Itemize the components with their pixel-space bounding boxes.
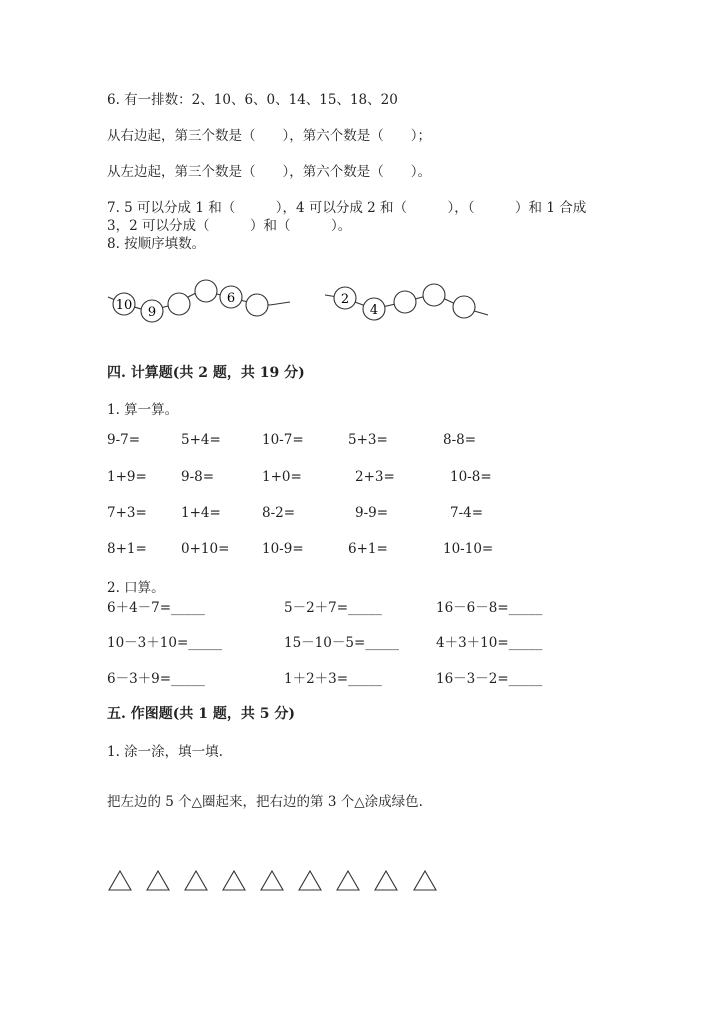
triangle-shape[interactable] <box>260 869 284 891</box>
calc-cell: 0+10= <box>181 541 230 557</box>
mental-math-cell: 5－2＋7=_____ <box>284 600 382 616</box>
mental-math-cell: 15－10－5=_____ <box>284 635 400 651</box>
bead-label: 2 <box>340 292 350 307</box>
bead[interactable] <box>168 293 190 315</box>
bead-chain-right <box>320 275 495 330</box>
calc-cell: 8+1= <box>107 541 147 557</box>
mental-math-cell: 4＋3＋10=_____ <box>436 635 543 651</box>
draw-instruction: 把左边的 5 个△圈起来，把右边的第 3 个△涂成绿色. <box>107 794 423 810</box>
calc-cell: 7+3= <box>107 505 147 521</box>
calc-cell: 6+1= <box>348 541 388 557</box>
calc-cell: 9-7= <box>107 432 141 448</box>
bead <box>141 300 163 322</box>
calc-cell: 7-4= <box>450 505 484 521</box>
calc-cell: 9-9= <box>355 505 389 521</box>
calc-cell: 2+3= <box>355 469 395 485</box>
bead <box>363 298 385 320</box>
calc-cell: 1+4= <box>181 505 221 521</box>
bead-chain-left <box>100 275 300 330</box>
triangle-shape[interactable] <box>298 869 322 891</box>
section4-title: 四. 计算题(共 2 题，共 19 分) <box>107 365 305 381</box>
q7-line1: 7. 5 可以分成 1 和（ ），4 可以分成 2 和（ ），（ ）和 1 合成 <box>107 200 587 216</box>
calc-cell: 5+4= <box>181 432 221 448</box>
q6-left-line: 从左边起，第三个数是（ ），第六个数是（ ）。 <box>107 164 431 180</box>
calc-cell: 10-9= <box>262 541 304 557</box>
calc-p2-title: 2. 口算。 <box>107 580 165 596</box>
mental-math-cell: 16－3－2=_____ <box>436 671 543 687</box>
bead-label: 9 <box>147 305 157 320</box>
bead <box>334 287 356 309</box>
draw-p1-title: 1. 涂一涂，填一填. <box>107 744 223 760</box>
bead[interactable] <box>195 280 217 302</box>
mental-math-cell: 6－3＋9=_____ <box>107 671 205 687</box>
triangle-shape[interactable] <box>108 869 132 891</box>
triangle-shape[interactable] <box>184 869 208 891</box>
triangle-shape[interactable] <box>146 869 170 891</box>
bead-label: 4 <box>369 303 379 318</box>
calc-cell: 9-8= <box>181 469 215 485</box>
calc-p1-title: 1. 算一算。 <box>107 402 179 418</box>
bead-label: 10 <box>115 298 133 313</box>
triangle-shape[interactable] <box>374 869 398 891</box>
calc-cell: 8-2= <box>262 505 296 521</box>
bead <box>220 286 242 308</box>
triangle-shape[interactable] <box>413 869 437 891</box>
q7-line2: 3，2 可以分成（ ）和（ ）。 <box>107 218 352 234</box>
mental-math-cell: 16－6－8=_____ <box>436 600 543 616</box>
bead <box>113 293 135 315</box>
section5-title: 五. 作图题(共 1 题，共 5 分) <box>107 706 295 722</box>
calc-cell: 8-8= <box>443 432 477 448</box>
mental-math-cell: 6＋4－7=_____ <box>107 600 205 616</box>
calc-cell: 10-10= <box>443 541 494 557</box>
q6-right-line: 从右边起，第三个数是（ ），第六个数是（ ）； <box>107 128 431 144</box>
calc-cell: 10-7= <box>262 432 304 448</box>
calc-cell: 5+3= <box>348 432 388 448</box>
q8-title: 8. 按顺序填数。 <box>107 236 206 252</box>
calc-cell: 1+0= <box>262 469 302 485</box>
bead[interactable] <box>453 296 475 318</box>
q6-title: 6. 有一排数：2、10、6、0、14、15、18、20 <box>107 92 398 108</box>
bead[interactable] <box>423 284 445 306</box>
bead-label: 6 <box>226 291 236 306</box>
triangle-shape[interactable] <box>222 869 246 891</box>
mental-math-cell: 10－3＋10=_____ <box>107 635 223 651</box>
calc-cell: 10-8= <box>450 469 492 485</box>
bead[interactable] <box>394 291 416 313</box>
mental-math-cell: 1＋2＋3=_____ <box>284 671 382 687</box>
calc-cell: 1+9= <box>107 469 147 485</box>
triangle-shape[interactable] <box>336 869 360 891</box>
bead[interactable] <box>246 294 268 316</box>
